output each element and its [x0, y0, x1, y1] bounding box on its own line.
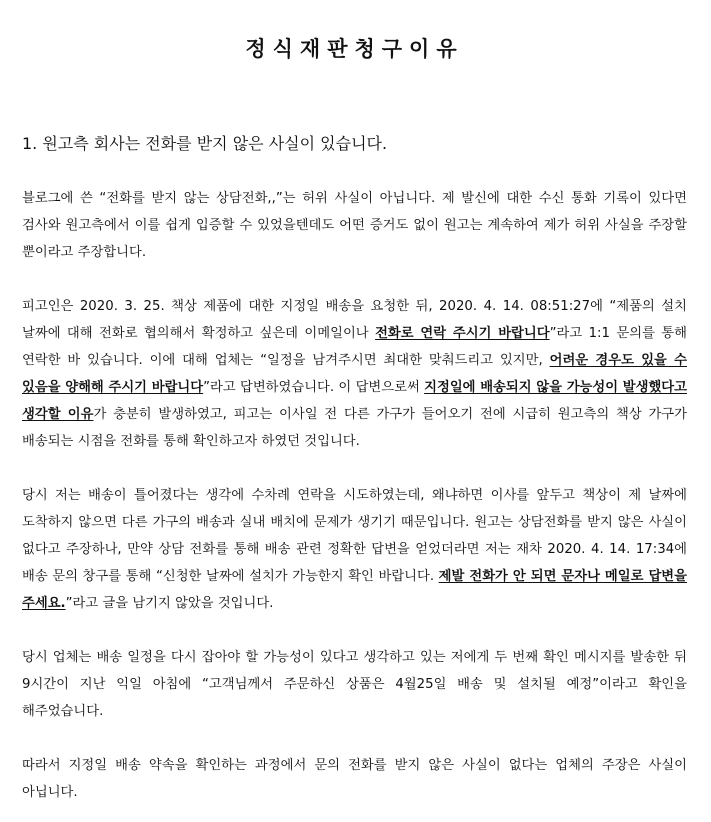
paragraph-5: 따라서 지정일 배송 약속을 확인하는 과정에서 문의 전화를 받지 않은 사실이 없다는 업체의 주장은 사실이 아닙니다.: [22, 758, 687, 800]
paragraph-4: 당시 업체는 배송 일정을 다시 잡아야 할 가능성이 있다고 생각하고 있는 저에게 두 번째 확인 메시지를 발송한 뒤 9시간이 지난 익일 아침에 “고객님께서 주문하신 상품은 4월25일 배송 및 설치될 예정”이라고 확인을 해주었습니다.: [22, 650, 687, 719]
paragraph-3-emphasis-1: 제발 전화가 안 되면 문자나 메일로 답변을 주세요.: [22, 569, 687, 611]
paragraph-3-text-1: 당시 저는 배송이 틀어졌다는 생각에 수차례 연락을 시도하였는데, 왜냐하면 이사를 앞두고 책상이 제 날짜에 도착하지 않으면 다른 가구의 배송과 실내 배치에 문제가 생기기 때문입니다. 원고는 상담전화를 받지 않은 사실이 없다고 주장하나, 만약 상담 전화를 통해 배송 관련 정확한 답변을 얻었더라면 저는 재차 2020. 4. 14. 17:34에 배송 문의 창구를 통해 “신청한 날짜에 설치가 가능한지 확인 바랍니다.: [22, 488, 687, 584]
section-heading: 1. 원고측 회사는 전화를 받지 않은 사실이 있습니다.: [22, 134, 388, 153]
paragraph-3-text-2: ”라고 글을 남기지 않았을 것입니다.: [65, 596, 274, 611]
paragraph-2-emphasis-1: 전화로 연락 주시기 바랍니다: [375, 326, 550, 341]
document-title: 정식재판청구이유: [245, 37, 464, 61]
paragraph-2-emphasis-3: 지정일에 배송되지 않을 가능성이 발생했다고 생각할 이유: [22, 380, 687, 422]
paragraph-3: [22, 482, 687, 617]
paragraph-2-text-3: ”라고 답변하였습니다. 이 답변으로써: [203, 380, 425, 395]
paragraph-2-text-1: 피고인은 2020. 3. 25. 책상 제품에 대한 지정일 배송을 요청한 뒤, 2020. 4. 14. 08:51:27에 “제품의 설치 날짜에 대해 전화로 협의해서 확정하고 싶은데 이메일이나: [22, 299, 687, 341]
paragraph-2-text-4: 가 충분히 발생하였고, 피고는 이사일 전 다른 가구가 들어오기 전에 시급히 원고측의 책상 가구가 배송되는 시점을 전화를 통해 확인하고자 하였던 것입니다.: [22, 407, 687, 449]
paragraph-2-emphasis-2: 어려운 경우도 있을 수 있음을 양해해 주시기 바랍니다: [22, 353, 687, 395]
paragraph-2: [22, 293, 687, 455]
paragraph-2-text-2: ”라고 1:1 문의를 통해 연락한 바 있습니다. 이에 대해 업체는 “일정을 남겨주시면 최대한 맞춰드리고 있지만,: [22, 326, 687, 368]
paragraph-1: 블로그에 쓴 “전화를 받지 않는 상담전화,,”는 허위 사실이 아닙니다. 제 발신에 대한 수신 통화 기록이 있다면 검사와 원고측에서 이를 쉽게 입증할 수 있었을텐데도 어떤 증거도 없이 원고는 계속하여 제가 허위 사실을 주장할 뿐이라고 주장합니다.: [22, 191, 687, 260]
